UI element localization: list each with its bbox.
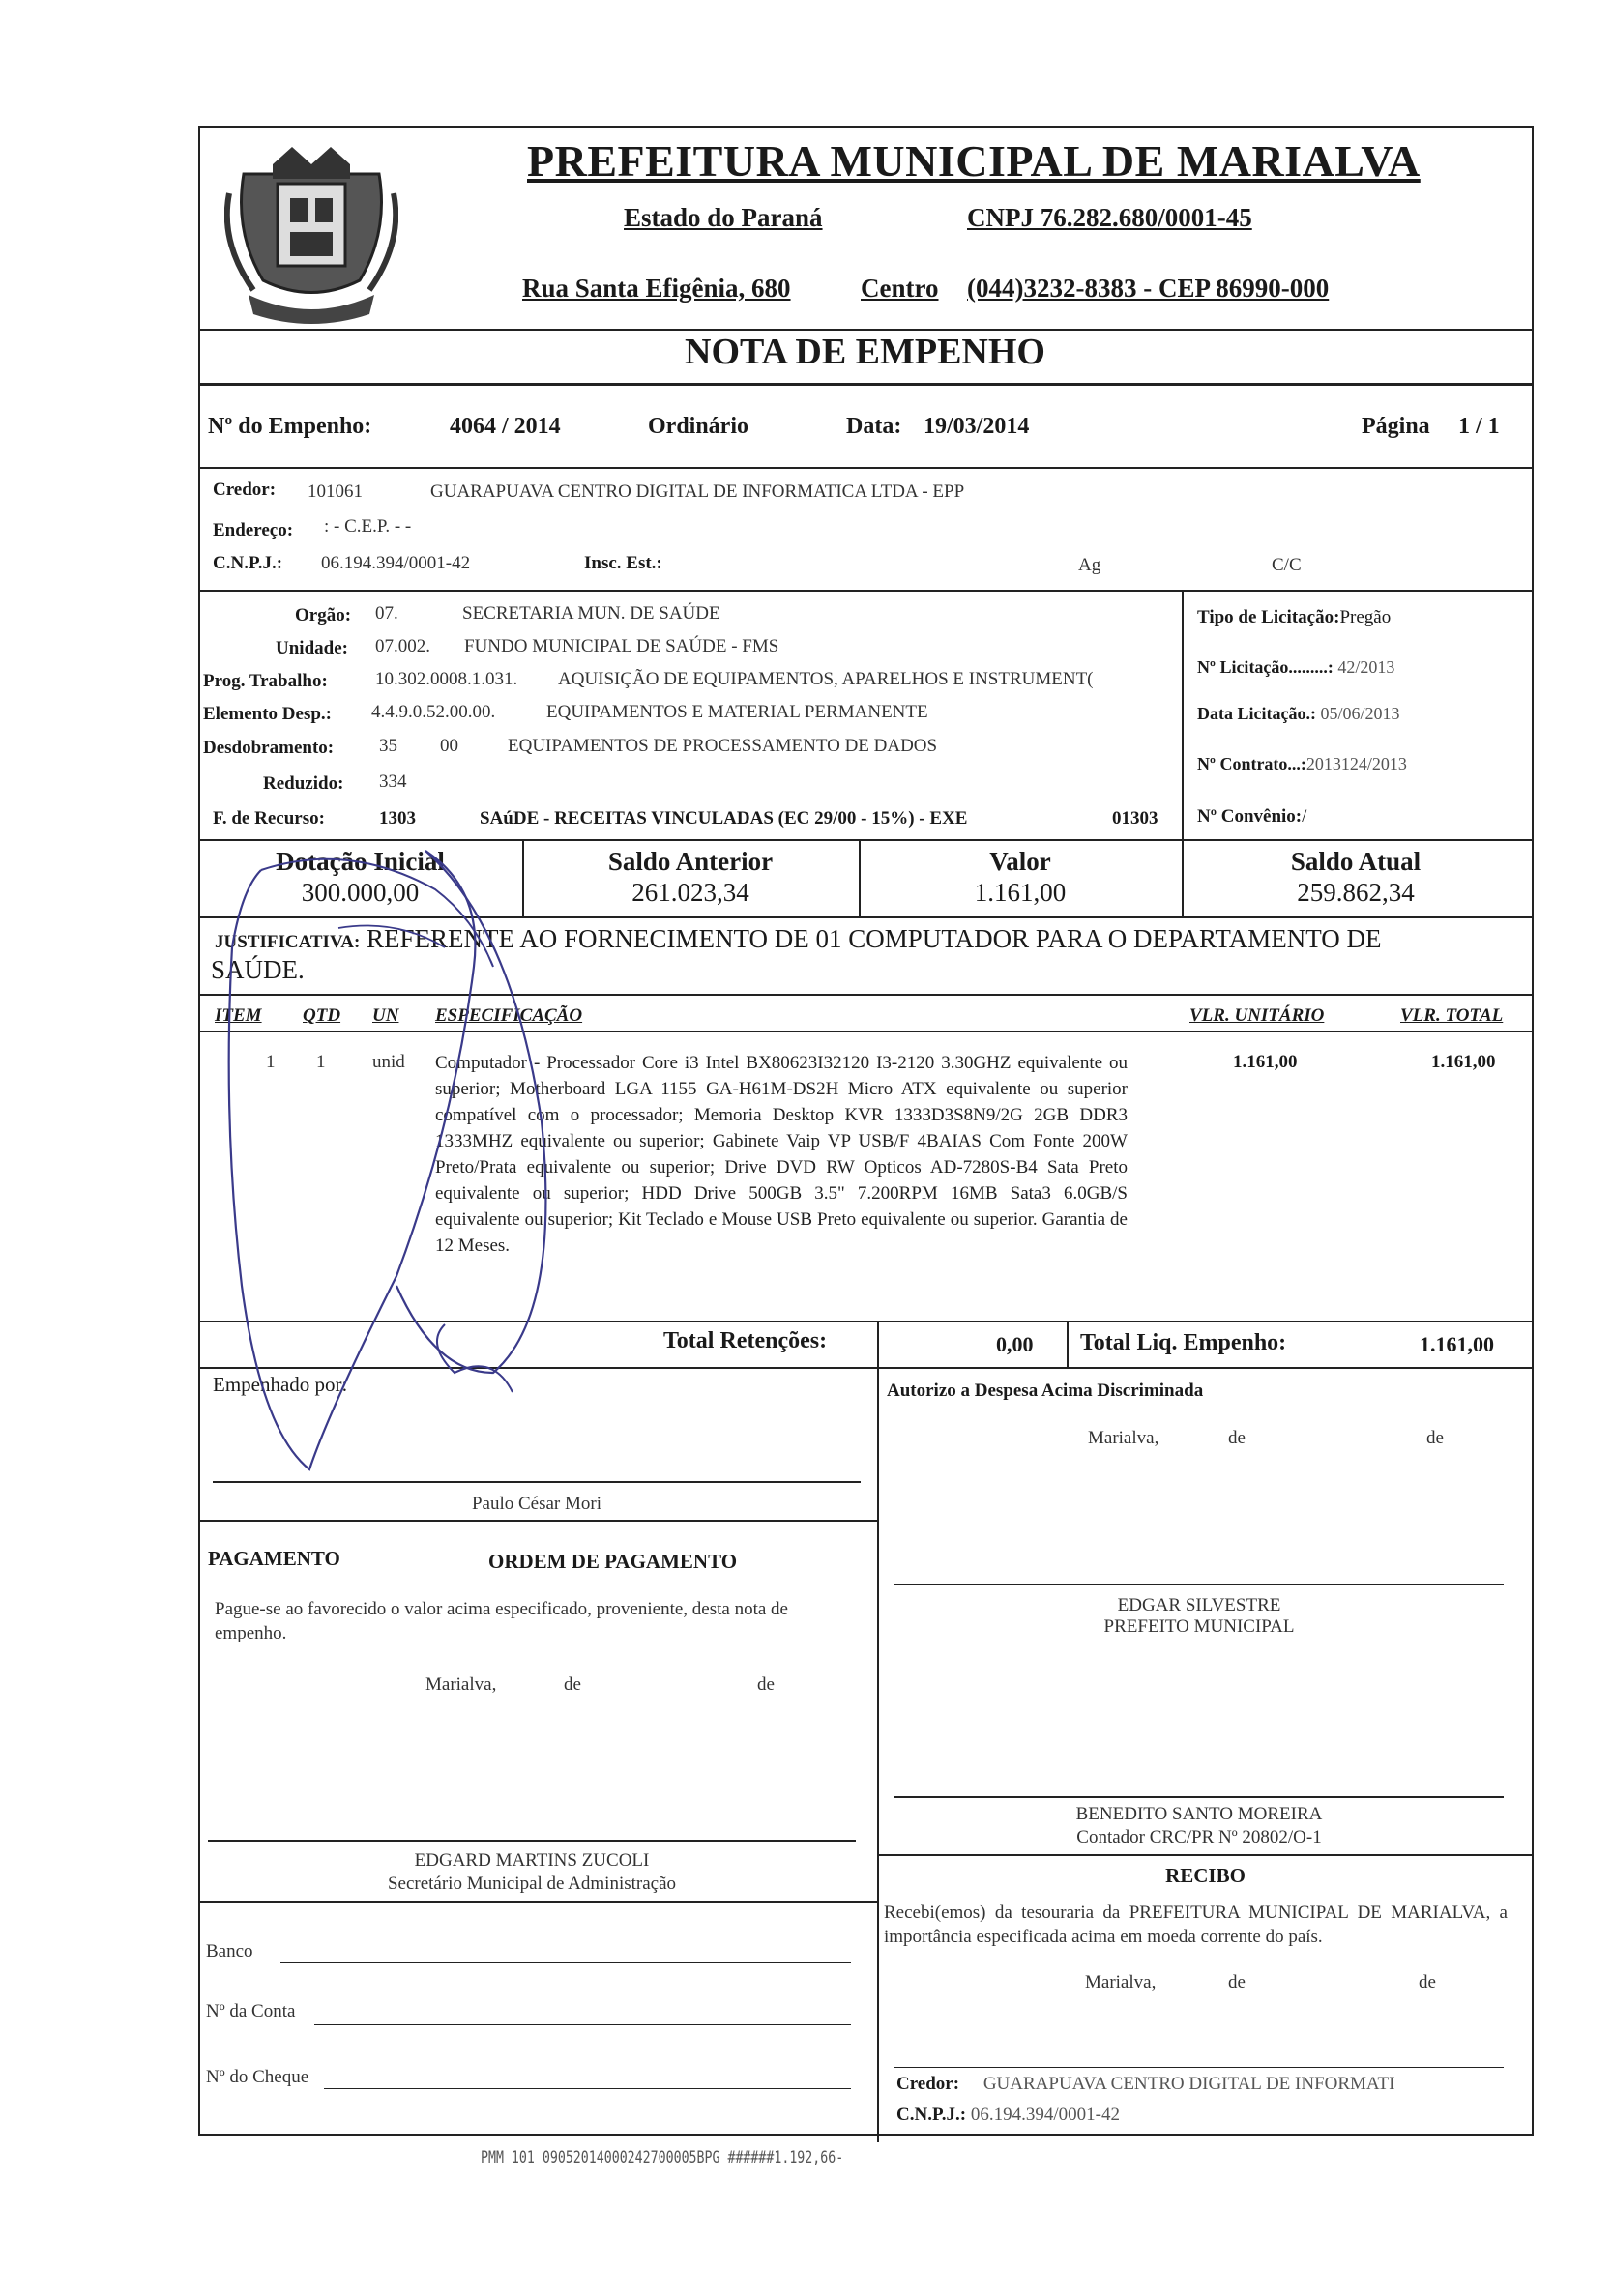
empenho-date-label: Data:	[846, 414, 902, 439]
total-retencoes-value: 0,00	[996, 1332, 1034, 1356]
licitacao-date	[1197, 704, 1399, 724]
item-specification: Computador - Processador Core i3 Intel BX80623I32120 I3-2120 3.30GHZ equivalente ou superior; Motherboard LGA 1155 GA-H61M-DS2H Micro ATX equivalente ou superior compatível com o processador; Memoria Desktop KVR 1333D3S8N9/2G 2GB DDR3 1333MHZ equivalente ou superior; Gabinete Vaip VP USB/F 4BAIAS Com Fonte 200W Preto/Prata equivalente ou superior; Drive DVD RW Opticos AD-7280S-B4 Sata Preto equivalente ou superior; HDD Drive 500GB 3.5" 7.200RPM 16MB Sata3 6.0GB/S equivalente ou superior; Kit Teclado e Mouse USB Preto equivalente ou superior. Garantia de 12 Meses.	[435, 1053, 1128, 1256]
saldo-atual-value: 259.862,34	[1297, 878, 1415, 907]
licitacao-contrato	[1197, 754, 1407, 774]
licitacao-date-label: Data Licitação.:	[1197, 704, 1316, 723]
municipal-seal	[224, 135, 398, 329]
unidade-code: 07.002.	[375, 636, 430, 656]
credor-cc-label: C/C	[1272, 555, 1302, 575]
item-unit: unid	[372, 1052, 405, 1072]
credor-code: 101061	[308, 481, 363, 502]
col-unit-price: VLR. UNITÁRIO	[1189, 1005, 1325, 1026]
org-phone-cep: (044)3232-8383 - CEP 86990-000	[967, 274, 1330, 303]
prog-name: AQUISIÇÃO DE EQUIPAMENTOS, APARELHOS E INSTRUMENT(	[558, 669, 1094, 689]
total-retencoes-label: Total Retenções:	[663, 1328, 828, 1353]
desd-code2: 00	[440, 736, 458, 756]
recurso-code: 1303	[379, 808, 416, 828]
saldo-anterior-label: Saldo Anterior	[607, 847, 774, 876]
conta-label: Nº da Conta	[206, 2001, 296, 2021]
empenho-date: 19/03/2014	[924, 414, 1030, 439]
unidade-name: FUNDO MUNICIPAL DE SAÚDE - FMS	[464, 636, 779, 656]
valor-value: 1.161,00	[974, 878, 1067, 907]
total-liq-value: 1.161,00	[1420, 1332, 1494, 1356]
org-title: PREFEITURA MUNICIPAL DE MARIALVA	[527, 136, 1421, 186]
pagamento-label: PAGAMENTO	[208, 1547, 340, 1570]
contador-role: Contador CRC/PR Nº 20802/O-1	[1076, 1827, 1322, 1847]
empenho-number-label: Nº do Empenho:	[208, 414, 372, 439]
pagamento-place: Marialva,	[425, 1674, 497, 1695]
licitacao-contrato-value: 2013124/2013	[1305, 754, 1407, 773]
credor-name: GUARAPUAVA CENTRO DIGITAL DE INFORMATICA LTDA - EPP	[430, 481, 965, 502]
autorizo-de-1: de	[1228, 1428, 1246, 1448]
recurso-label: F. de Recurso:	[213, 808, 325, 828]
autorizo-de-2: de	[1426, 1428, 1444, 1448]
orgao-name: SECRETARIA MUN. DE SAÚDE	[462, 603, 720, 624]
saldo-anterior-value: 261.023,34	[631, 878, 749, 907]
credor-cnpj-label: C.N.P.J.:	[213, 553, 283, 573]
recurso-name: SAúDE - RECEITAS VINCULADAS (EC 29/00 - 15%) - EXE	[480, 808, 968, 828]
prog-label: Prog. Trabalho:	[203, 671, 328, 691]
recurso-code2: 01303	[1112, 808, 1158, 828]
licitacao-tipo	[1197, 607, 1391, 628]
prog-code: 10.302.0008.1.031.	[375, 669, 518, 689]
licitacao-date-value: 05/06/2013	[1320, 704, 1400, 723]
item-total: 1.161,00	[1431, 1052, 1496, 1072]
justificativa-label: JUSTIFICATIVA:	[215, 932, 361, 952]
recibo-text: Recebi(emos) da tesouraria da PREFEITURA MUNICIPAL DE MARIALVA, a importância especificada acima em moeda corrente do país.	[884, 1903, 1508, 1947]
orgao-label: Orgão:	[295, 605, 352, 625]
state-name: Estado do Paraná	[624, 203, 823, 232]
unidade-label: Unidade:	[276, 638, 348, 658]
licitacao-convenio-label: Nº Convênio:	[1197, 806, 1303, 827]
item-unit-price: 1.161,00	[1233, 1052, 1298, 1072]
banco-label: Banco	[206, 1941, 253, 1962]
org-district: Centro	[861, 274, 939, 303]
credor-insc-label: Insc. Est.:	[584, 553, 662, 573]
cheque-label: Nº do Cheque	[206, 2067, 309, 2087]
empenho-number: 4064 / 2014	[450, 414, 561, 439]
item-qty: 1	[316, 1052, 326, 1072]
secretario-role: Secretário Municipal de Administração	[387, 1874, 677, 1894]
recibo-place: Marialva,	[1085, 1972, 1157, 1992]
reduzido-label: Reduzido:	[263, 773, 344, 794]
licitacao-convenio-value: /	[1302, 806, 1307, 827]
col-qtd: QTD	[303, 1005, 341, 1026]
recibo-label: RECIBO	[1165, 1864, 1246, 1887]
page-number: 1 / 1	[1458, 414, 1500, 439]
credor-ag-label: Ag	[1078, 555, 1101, 575]
document-title: NOTA DE EMPENHO	[685, 332, 1045, 372]
col-un: UN	[372, 1005, 399, 1026]
orgao-code: 07.	[375, 603, 398, 624]
justificativa-text-2: SAÚDE.	[211, 955, 305, 984]
licitacao-convenio	[1197, 806, 1306, 828]
valor-label: Valor	[989, 847, 1051, 876]
footer-code: PMM 101 09052014000242700005BPG ######1.192,66-	[481, 2148, 844, 2167]
credor-cnpj: 06.194.394/0001-42	[321, 553, 471, 573]
autorizo-label: Autorizo a Despesa Acima Discriminada	[887, 1381, 1204, 1401]
licitacao-contrato-label: Nº Contrato...:	[1197, 754, 1306, 773]
licitacao-tipo-value: Pregão	[1339, 607, 1392, 627]
total-liq-label: Total Liq. Empenho:	[1080, 1330, 1287, 1355]
recibo-cnpj-label: C.N.P.J.:	[896, 2105, 967, 2125]
col-spec: ESPECIFICAÇÃO	[435, 1005, 583, 1026]
elem-name: EQUIPAMENTOS E MATERIAL PERMANENTE	[546, 702, 928, 722]
prefeito-role: PREFEITO MUNICIPAL	[1103, 1616, 1295, 1637]
pagamento-de-1: de	[564, 1674, 581, 1695]
credor-address-label: Endereço:	[213, 520, 294, 540]
page-label: Página	[1362, 414, 1430, 439]
prefeito-name: EDGAR SILVESTRE	[1117, 1595, 1281, 1615]
desd-label: Desdobramento:	[203, 738, 335, 758]
justificativa-text-1: REFERENTE AO FORNECIMENTO DE 01 COMPUTADOR PARA O DEPARTAMENTO DE	[367, 924, 1382, 953]
recibo-credor	[896, 2074, 1394, 2095]
licitacao-number-label: Nº Licitação.........:	[1197, 657, 1334, 677]
autorizo-place: Marialva,	[1088, 1428, 1159, 1448]
col-total: VLR. TOTAL	[1400, 1005, 1504, 1026]
item-number: 1	[266, 1052, 276, 1072]
dotacao-inicial-label: Dotação Inicial	[276, 847, 445, 876]
ordem-pagamento-label: ORDEM DE PAGAMENTO	[488, 1550, 738, 1573]
recibo-cnpj	[896, 2105, 1120, 2126]
col-item: ITEM	[215, 1005, 262, 1026]
handwritten-signature	[203, 831, 648, 1498]
licitacao-number	[1197, 657, 1394, 678]
recibo-credor-label: Credor:	[896, 2074, 960, 2094]
saldo-atual-label: Saldo Atual	[1290, 847, 1422, 876]
secretario-name: EDGARD MARTINS ZUCOLI	[414, 1850, 650, 1871]
licitacao-tipo-label: Tipo de Licitação:	[1197, 607, 1340, 627]
elem-label: Elemento Desp.:	[203, 704, 332, 724]
recibo-credor-value: GUARAPUAVA CENTRO DIGITAL DE INFORMATI	[982, 2074, 1395, 2094]
elem-code: 4.4.9.0.52.00.00.	[371, 702, 496, 722]
empenho-type: Ordinário	[648, 414, 749, 439]
dotacao-inicial-value: 300.000,00	[301, 878, 420, 907]
contador-name: BENEDITO SANTO MOREIRA	[1075, 1804, 1323, 1824]
org-address: Rua Santa Efigênia, 680	[522, 274, 791, 303]
desd-name: EQUIPAMENTOS DE PROCESSAMENTO DE DADOS	[508, 736, 938, 756]
org-cnpj: CNPJ 76.282.680/0001-45	[967, 203, 1252, 232]
desd-code1: 35	[379, 736, 397, 756]
credor-address: : - C.E.P. - -	[324, 516, 412, 537]
pagamento-text: Pague-se ao favorecido o valor acima especificado, proveniente, desta nota de empenho.	[215, 1599, 788, 1643]
recibo-cnpj-value: 06.194.394/0001-42	[970, 2105, 1120, 2125]
empenhado-name: Paulo César Mori	[471, 1494, 602, 1514]
recibo-de-2: de	[1419, 1972, 1436, 1992]
pagamento-de-2: de	[757, 1674, 775, 1695]
empenhado-label: Empenhado por:	[213, 1373, 348, 1396]
licitacao-number-value: 42/2013	[1337, 657, 1395, 677]
reduzido-value: 334	[379, 771, 407, 792]
credor-label: Credor:	[213, 480, 277, 500]
recibo-de-1: de	[1228, 1972, 1246, 1992]
